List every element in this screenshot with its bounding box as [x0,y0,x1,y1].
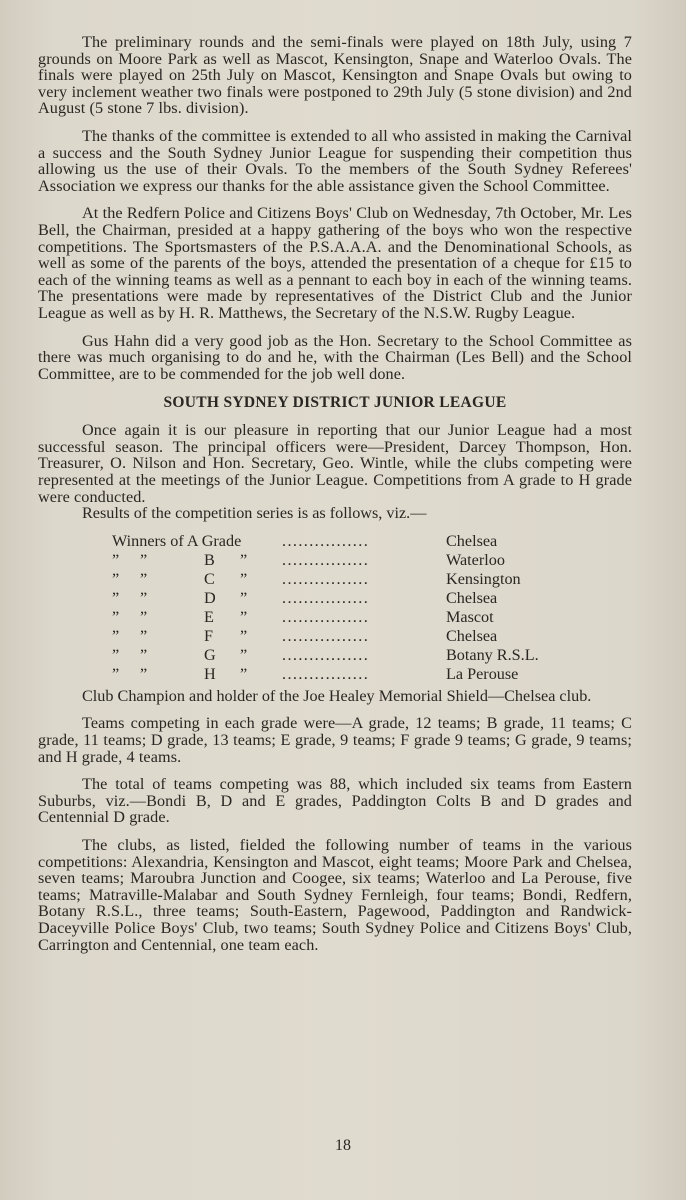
result-club: Kensington [446,569,521,588]
paragraph-preliminary-rounds: The preliminary rounds and the semi-finals were played on 18th July, using 7 grounds on Moore Park as well as Mascot, Kensington, Snape and Waterloo Ovals. The finals were played on 25th July on Mascot, Kensington and Snape Ovals but owing to very inclement weather two finals were postponed to 29th July (5 stone division) and 2nd August (5 stone 7 lbs. division). [38,33,632,118]
ditto-mark: ” [112,550,120,569]
paragraph-clubs-teams: The clubs, as listed, fielded the following number of teams in the various competitions: Alexandria, Kensington and Mascot, eight teams; Moore Park and Chelsea, seven teams; Maroubra Junction and Coogee, six teams; Waterloo and La Perouse, five teams; Matraville-Malabar and South Sydney Fernleigh, four teams; Bondi, Redfern, Botany R.S.L., three teams; South-Eastern, Pagewood, Paddington and Randwick-Daceyville Police Boys' Club, two teams; South Sydney Police and Citizens Boys' Club, Carrington and Centennial, one team each. [38,836,632,954]
result-row [38,589,632,608]
ditto-mark: ” [112,626,120,645]
section-heading: SOUTH SYDNEY DISTRICT JUNIOR LEAGUE [163,394,507,412]
leader-dots: ................ [282,550,370,569]
ditto-mark: ” [240,588,248,607]
leader-dots: ................ [282,531,370,550]
paragraph-presentation: At the Redfern Police and Citizens Boys' Club on Wednesday, 7th October, Mr. Les Bell, the Chairman, presided at a happy gathering of the boys who won the respective competitions. The Sportsmasters of the P.S.A.A.A. and the Denominational Schools, as well as some of the parents of the boys, attended the presentation of a cheque for £15 to each of the winning teams as well as a pennant to each boy in each of the winning teams. The presentations were made by representatives of the District Club and the Junior League as well as by H. R. Matthews, the Secretary of the N.S.W. Rugby League. [38,204,632,322]
ditto-mark: ” [140,664,148,683]
leader-dots: ................ [282,626,370,645]
result-row [38,608,632,627]
club-champion: Club Champion and holder of the Joe Healey Memorial Shield—Chelsea club. [82,686,592,705]
result-row [38,570,632,589]
ditto-mark: ” [240,626,248,645]
result-grade: H [204,664,216,683]
ditto-mark: ” [240,664,248,683]
result-club: Chelsea [446,531,498,550]
paragraph-league-intro: Once again it is our pleasure in reporting that our Junior League had a most successful season. The principal officers were—President, Darcey Thompson, Hon. Treasurer, O. Nilson and Hon. Secretary, Geo. Wintle, while the clubs competing were represented at the meetings of the Junior League. Competitions from A grade to H grade were conducted. [38,421,632,506]
result-club: Chelsea [446,626,498,645]
result-club: Botany R.S.L. [446,645,539,664]
text-column [38,34,632,964]
result-row [38,646,632,665]
result-row [38,532,632,551]
ditto-mark: ” [112,607,120,626]
result-grade: G [204,645,216,664]
result-first-label: Winners of A Grade [112,531,242,550]
ditto-mark: ” [140,588,148,607]
ditto-mark: ” [240,607,248,626]
ditto-mark: ” [112,588,120,607]
paragraph-secretary: Gus Hahn did a very good job as the Hon. Secretary to the School Committee as there was much organising to do and he, with the Chairman (Les Bell) and the School Committee, are to be commended for the job well done. [38,331,632,383]
ditto-mark: ” [112,645,120,664]
result-grade: D [204,588,216,607]
paragraph-teams-per-grade: Teams competing in each grade were—A grade, 12 teams; B grade, 11 teams; C grade, 11 teams; D grade, 13 teams; E grade, 9 teams; F grade 9 teams; G grade, 9 teams; and H grade, 4 teams. [38,714,632,766]
ditto-mark: ” [140,550,148,569]
result-grade: B [204,550,215,569]
results-list [38,532,632,684]
result-club: La Perouse [446,664,519,683]
ditto-mark: ” [240,569,248,588]
result-row [38,627,632,646]
result-grade: F [204,626,214,645]
leader-dots: ................ [282,607,370,626]
result-grade: E [204,607,214,626]
result-row [38,551,632,570]
ditto-mark: ” [240,550,248,569]
ditto-mark: ” [140,607,148,626]
ditto-mark: ” [140,645,148,664]
ditto-mark: ” [140,626,148,645]
result-club: Waterloo [446,550,505,569]
ditto-mark: ” [140,569,148,588]
ditto-mark: ” [112,569,120,588]
ditto-mark: ” [240,645,248,664]
result-club: Chelsea [446,588,498,607]
result-grade: C [204,569,215,588]
ditto-mark: ” [112,664,120,683]
results-intro: Results of the competition series is as follows, viz.— [82,504,427,523]
page-number: 18 [335,1137,351,1154]
leader-dots: ................ [282,569,370,588]
result-club: Mascot [446,607,494,626]
paragraph-thanks: The thanks of the committee is extended to all who assisted in making the Carnival a success and the South Sydney Junior League for suspending their competition thus allowing us the use of their Ovals. To the members of the South Sydney Referees' Association we express our thanks for the able assistance given the School Committee. [38,126,632,195]
leader-dots: ................ [282,664,370,683]
result-row [38,665,632,684]
leader-dots: ................ [282,645,370,664]
paragraph-total-teams: The total of teams competing was 88, which included six teams from Eastern Suburbs, viz.—Bondi B, D and E grades, Paddington Colts B and D grades and Centennial D grade. [38,775,632,827]
leader-dots: ................ [282,588,370,607]
